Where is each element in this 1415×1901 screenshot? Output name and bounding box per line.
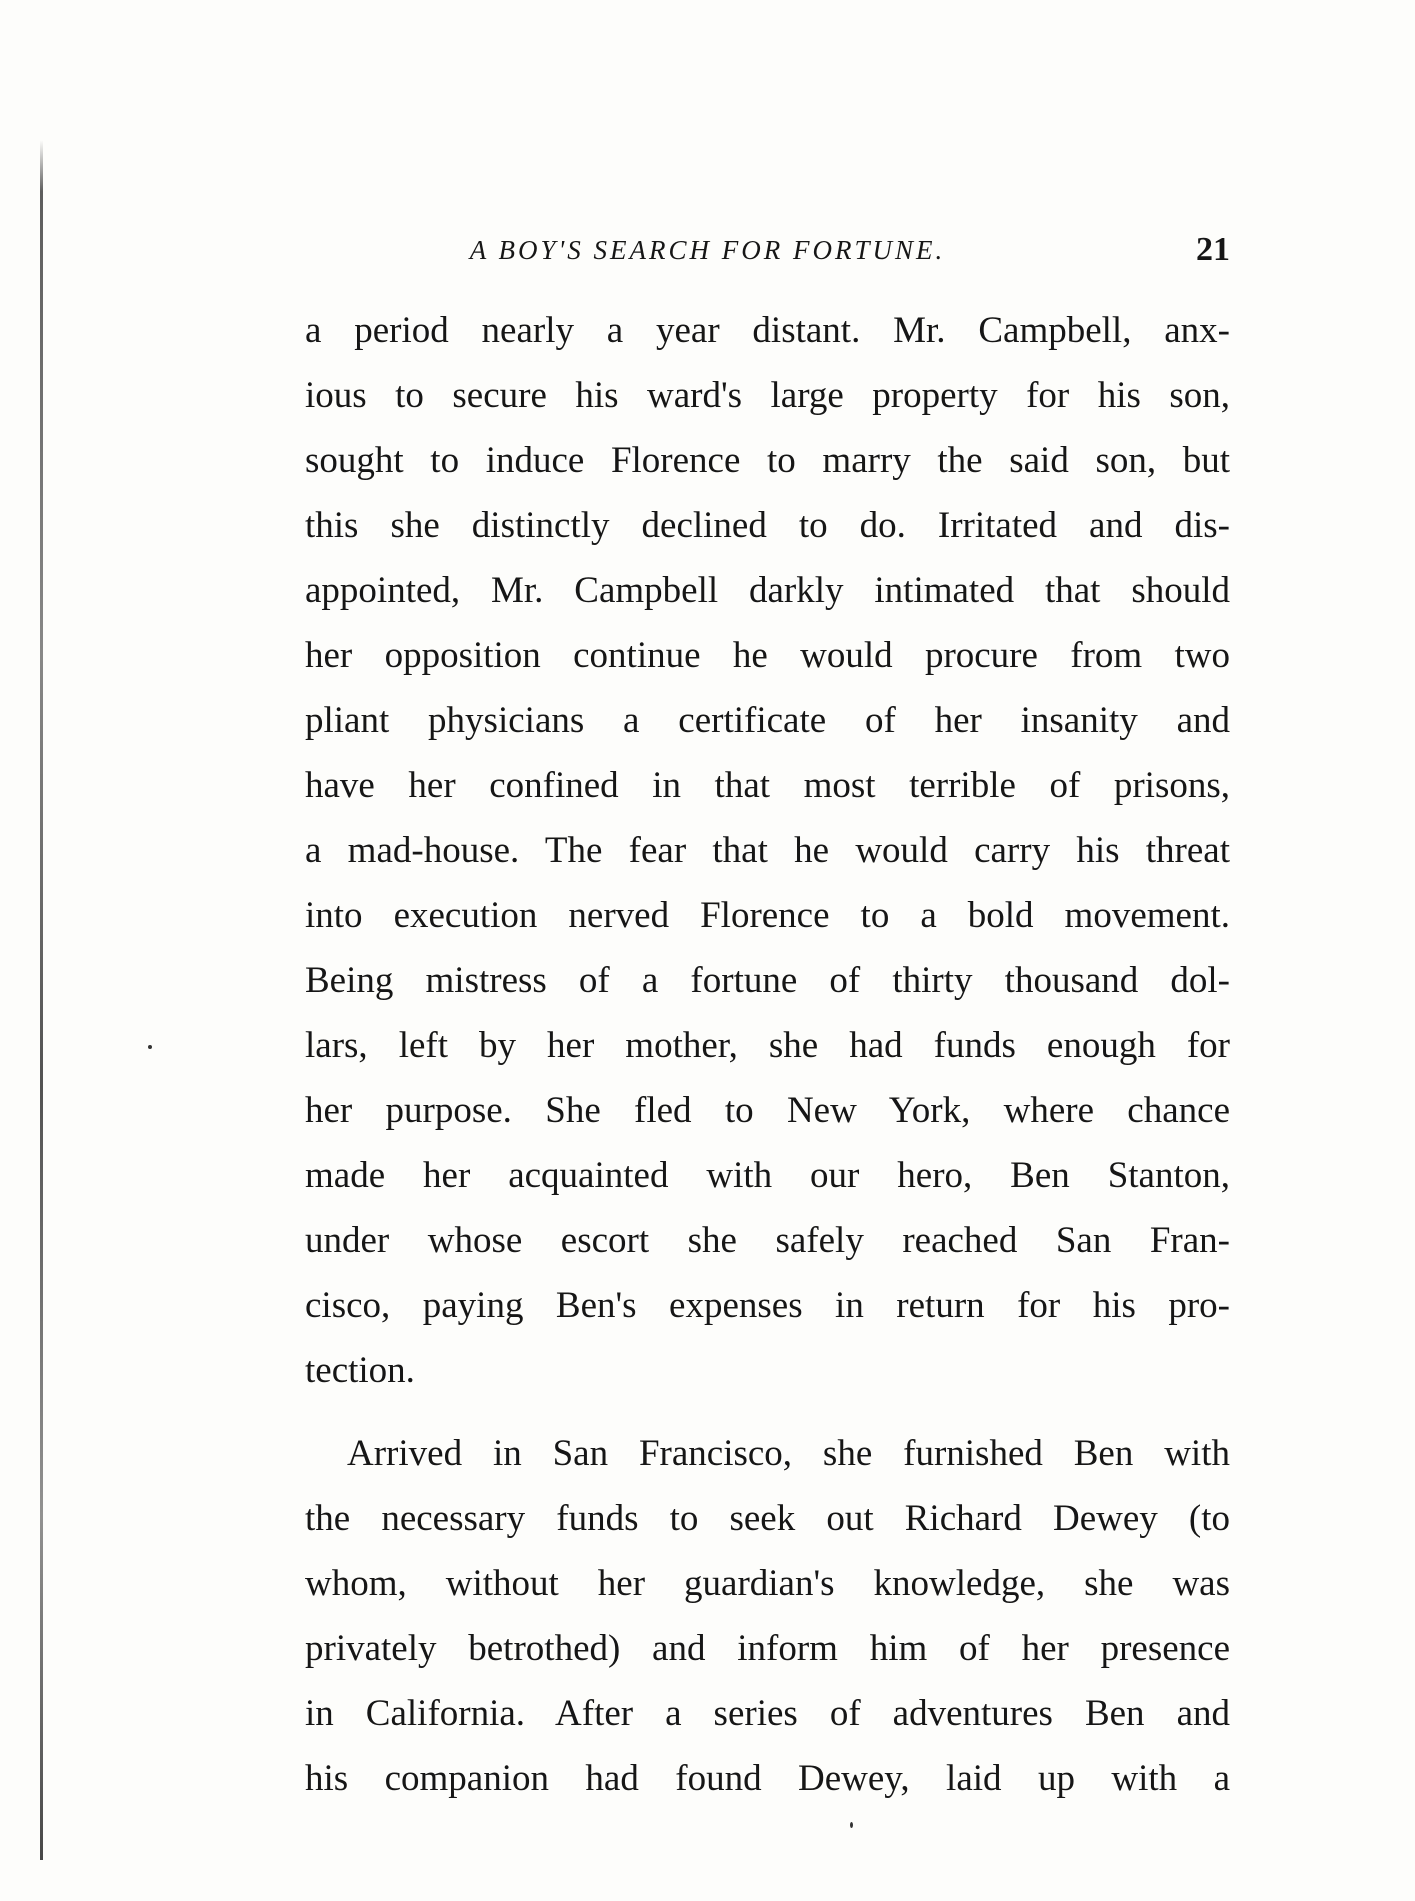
text-line: whom, without her guardian's knowledge, she was [305,1563,1230,1604]
text-line: under whose escort she safely reached San Fran- [305,1220,1230,1261]
text-line: his companion had found Dewey, laid up with a [305,1758,1230,1799]
page-number: 21 [1196,231,1230,268]
text-line: this she distinctly declined to do. Irritated and dis- [305,505,1230,546]
running-title: A BOY'S SEARCH FOR FORTUNE. [469,235,946,265]
paragraph [305,298,1230,1403]
body-text [305,298,1230,1811]
text-line: privately betrothed) and inform him of her presence [305,1628,1230,1669]
text-line: a period nearly a year distant. Mr. Campbell, anx- [305,310,1230,351]
binding-edge [40,140,43,1860]
paragraph [305,1421,1230,1811]
text-line: in California. After a series of adventures Ben and [305,1693,1230,1734]
text-line: pliant physicians a certificate of her insanity and [305,700,1230,741]
text-line: sought to induce Florence to marry the said son, but [305,440,1230,481]
running-head [305,225,1230,275]
text-line: Arrived in San Francisco, she furnished Ben with [347,1433,1230,1474]
text-line: the necessary funds to seek out Richard Dewey (to [305,1498,1230,1539]
text-line: her purpose. She fled to New York, where chance [305,1090,1230,1131]
text-line: tection. [305,1350,415,1391]
scan-speck [148,1045,152,1049]
scan-speck [850,1822,853,1828]
text-line: Being mistress of a fortune of thirty thousand dol- [305,960,1230,1001]
text-line: lars, left by her mother, she had funds enough for [305,1025,1230,1066]
text-line: have her confined in that most terrible of prisons, [305,765,1230,806]
text-line: cisco, paying Ben's expenses in return for his pro- [305,1285,1230,1326]
text-line: appointed, Mr. Campbell darkly intimated that should [305,570,1230,611]
text-line: her opposition continue he would procure from two [305,635,1230,676]
text-line: a mad-house. The fear that he would carry his threat [305,830,1230,871]
text-line: into execution nerved Florence to a bold movement. [305,895,1230,936]
text-line: ious to secure his ward's large property for his son, [305,375,1230,416]
text-line: made her acquainted with our hero, Ben Stanton, [305,1155,1230,1196]
